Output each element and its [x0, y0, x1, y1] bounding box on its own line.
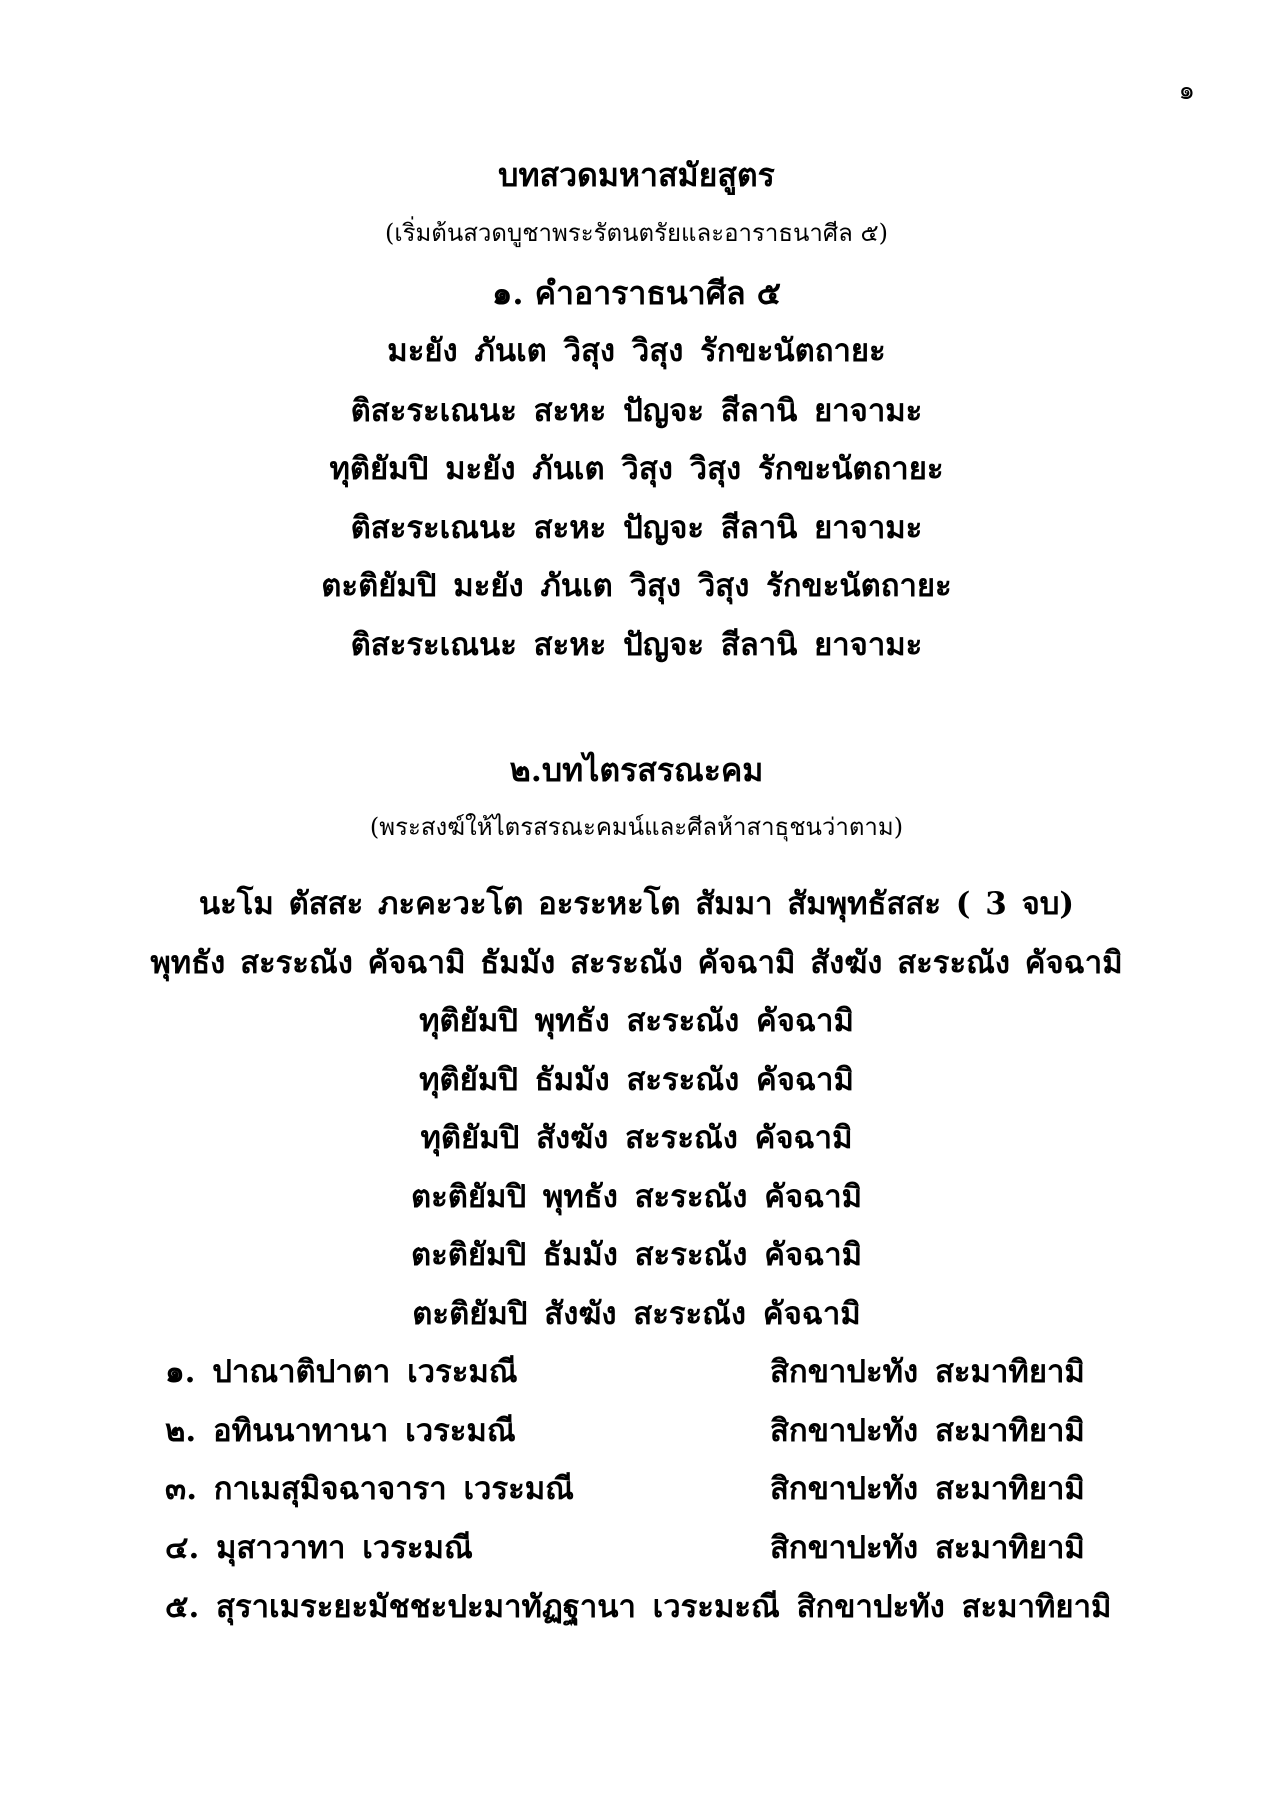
precept-5-line: ๕. สุราเมระยะมัชชะปะมาทัฏฐานา เวระมะณี สิกขาปะทัง สะมาทิยามิ — [165, 1589, 1112, 1625]
refuge-repeat-line: ทุติยัมปิ ธัมมัง สะระณัง คัจฉามิ — [419, 1062, 854, 1098]
precept-vow: สิกขาปะทัง สะมาทิยามิ — [770, 1354, 1085, 1390]
precept-vow: สิกขาปะทัง สะมาทิยามิ — [770, 1413, 1085, 1449]
section1-line: ติสะระเณนะ สะหะ ปัญจะ สีลานิ ยาจามะ — [350, 627, 923, 663]
main-title: บทสวดมหาสมัยสูตร — [498, 156, 775, 194]
precept-name: ๑. ปาณาติปาตา เวระมณี — [165, 1354, 518, 1390]
section1-line: มะยัง ภันเต วิสุง วิสุง รักขะนัตถายะ — [387, 333, 886, 369]
section1-line: ติสะระเณนะ สะหะ ปัญจะ สีลานิ ยาจามะ — [350, 393, 923, 429]
precept-name: ๒. อทินนาทานา เวระมณี — [165, 1413, 516, 1449]
precept-name: ๔. มุสาวาทา เวระมณี — [165, 1530, 473, 1566]
precept-vow: สิกขาปะทัง สะมาทิยามิ — [770, 1471, 1085, 1507]
refuge-repeat-line: ทุติยัมปิ สังฆัง สะระณัง คัจฉามิ — [420, 1120, 853, 1156]
precept-vow: สิกขาปะทัง สะมาทิยามิ — [770, 1530, 1085, 1566]
namo-line: นะโม ตัสสะ ภะคะวะโต อะระหะโต สัมมา สัมพุทธัสสะ ( 3 จบ) — [198, 886, 1075, 922]
section2-heading: ๒.บทไตรสรณะคม — [509, 751, 764, 789]
precept-name: ๓. กาเมสุมิจฉาจารา เวระมณี — [165, 1471, 574, 1507]
section1-line: ตะติยัมปิ มะยัง ภันเต วิสุง วิสุง รักขะนัตถายะ — [321, 568, 952, 604]
refuge-repeat-line: ตะติยัมปิ ธัมมัง สะระณัง คัจฉามิ — [410, 1237, 863, 1273]
section1-heading: ๑. คำอาราธนาศีล ๕ — [492, 274, 781, 312]
refuge-repeat-line: ตะติยัมปิ พุทธัง สะระณัง คัจฉามิ — [410, 1179, 863, 1215]
main-subtitle: (เริ่มต้นสวดบูชาพระรัตนตรัยและอาราธนาศีล ๕) — [385, 219, 888, 247]
refuge-repeat-line: ตะติยัมปิ สังฆัง สะระณัง คัจฉามิ — [412, 1296, 861, 1332]
refuge-line: พุทธัง สะระณัง คัจฉามิ ธัมมัง สะระณัง คัจฉามิ สังฆัง สะระณัง คัจฉามิ — [150, 945, 1123, 981]
section2-subtitle: (พระสงฆ์ให้ไตรสรณะคมน์และศีลห้าสาธุชนว่าตาม) — [369, 813, 904, 841]
page-number: ๑ — [1178, 76, 1195, 106]
section1-line: ทุติยัมปิ มะยัง ภันเต วิสุง วิสุง รักขะนัตถายะ — [329, 451, 944, 487]
section1-line: ติสะระเณนะ สะหะ ปัญจะ สีลานิ ยาจามะ — [350, 510, 923, 546]
refuge-repeat-line: ทุติยัมปิ พุทธัง สะระณัง คัจฉามิ — [419, 1003, 854, 1039]
